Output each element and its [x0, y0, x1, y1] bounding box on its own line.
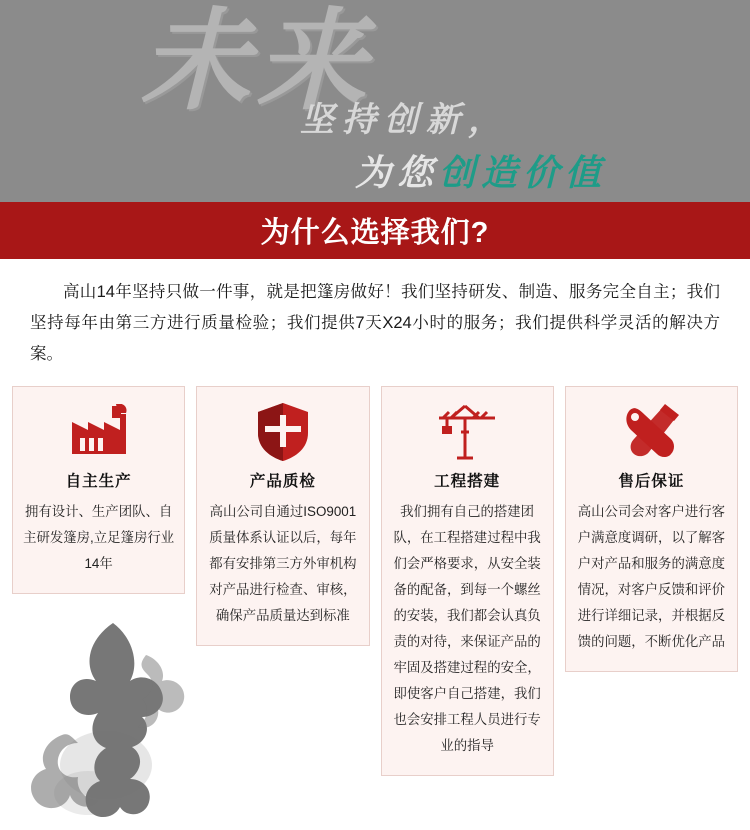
hero-subline-2-prefix: 为您 [355, 152, 440, 194]
feature-card-body: 拥有设计、生产团队、自主研发篷房,立足篷房行业14年 [23, 504, 175, 571]
section-title-bar [0, 202, 750, 259]
feature-card [565, 386, 738, 672]
factory-icon [66, 401, 132, 463]
feature-cards [0, 380, 750, 776]
page-title: 为什么选择我们? [260, 217, 490, 249]
feature-card-body: 高山公司自通过ISO9001质量体系认证以后，每年都有安排第三方外审机构对产品进行检查、审核，确保产品质量达到标准 [209, 504, 357, 623]
hero-subline-1: 坚持创新， [300, 100, 510, 140]
wrench-screwdriver-icon [619, 401, 683, 463]
hero-headline-calligraphy: 未来 [140, 0, 372, 125]
feature-card [381, 386, 554, 776]
shield-icon [255, 401, 311, 463]
feature-card [12, 386, 185, 594]
feature-card-body: 高山公司会对客户进行客户满意度调研，以了解客户对产品和服务的满意度情况，对客户反馈和评价进行详细记录，并根据反馈的问题，不断优化产品 [577, 504, 726, 649]
intro-paragraph: 高山14年坚持只做一件事，就是把篷房做好！我们坚持研发、制造、服务完全自主；我们坚持每年由第三方进行质量检验；我们提供7天X24小时的服务；我们提供科学灵活的解决方案。 [30, 283, 720, 363]
feature-card-title: 自主生产 [65, 473, 132, 490]
feature-card-title: 售后保证 [618, 473, 685, 490]
hero-subline-2 [355, 145, 607, 196]
crane-icon [435, 401, 499, 463]
hero-subline-2-accent: 创造价值 [439, 152, 608, 194]
hero-banner [0, 0, 750, 202]
feature-card [196, 386, 369, 646]
feature-card-title: 工程搭建 [434, 473, 501, 490]
feature-card-body: 我们拥有自己的搭建团队，在工程搭建过程中我们会严格要求，从安全装备的配备，到每一个螺丝的安装，我们都会认真负责的对待，来保证产品的牢固及搭建过程的安全，即使客户自己搭建，我们也会安排工程人员进行专业的指导 [393, 504, 541, 753]
feature-card-title: 产品质检 [249, 473, 316, 490]
